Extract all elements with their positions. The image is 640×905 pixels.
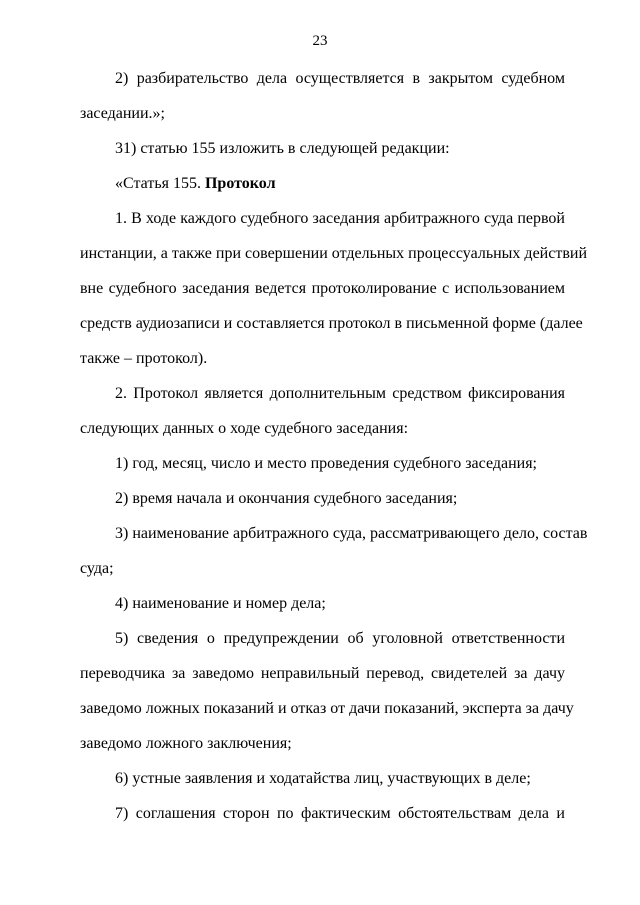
text-line: 6) устные заявления и ходатайства лиц, участвующих в деле; [115,770,531,787]
text-line: 7) соглашения сторон по фактическим обстоятельствам дела и [115,805,565,822]
text-line: 2) разбирательство дела осуществляется в закрытом судебном [115,70,565,87]
text-line: суда; [80,560,114,577]
text-line: вне судебного заседания ведется протоколирование с использованием [80,280,565,297]
text-line: средств аудиозаписи и составляется протокол в письменной форме (далее [80,315,583,332]
text-line: 5) сведения о предупреждении об уголовной ответственности [115,630,565,647]
text-line: заседании.»; [80,105,165,122]
text-line: также – протокол). [80,350,208,367]
text-line: 2. Протокол является дополнительным средством фиксирования [115,385,565,402]
text-line: следующих данных о ходе судебного заседания: [80,420,409,437]
text-line: 31) статью 155 изложить в следующей редакции: [115,140,450,157]
text-line: 1) год, месяц, число и место проведения судебного заседания; [115,455,537,472]
text-line: переводчика за заведомо неправильный перевод, свидетелей за дачу [80,665,565,682]
text-line: 1. В ходе каждого судебного заседания арбитражного суда первой [115,210,565,227]
article-heading [115,174,565,194]
text-line: заведомо ложного заключения; [80,735,292,752]
text-line: инстанции, а также при совершении отдельных процессуальных действий [80,245,587,262]
text-line: 4) наименование и номер дела; [115,595,326,612]
text-line: 2) время начала и окончания судебного заседания; [115,490,458,507]
article-heading-title: Протокол [204,175,276,192]
article-heading-prefix: «Статья 155. [115,175,205,192]
text-line: заведомо ложных показаний и отказ от дачи показаний, эксперта за дачу [80,700,574,717]
text-line: 3) наименование арбитражного суда, рассматривающего дело, состав [115,525,588,542]
page-number: 23 [312,33,328,49]
